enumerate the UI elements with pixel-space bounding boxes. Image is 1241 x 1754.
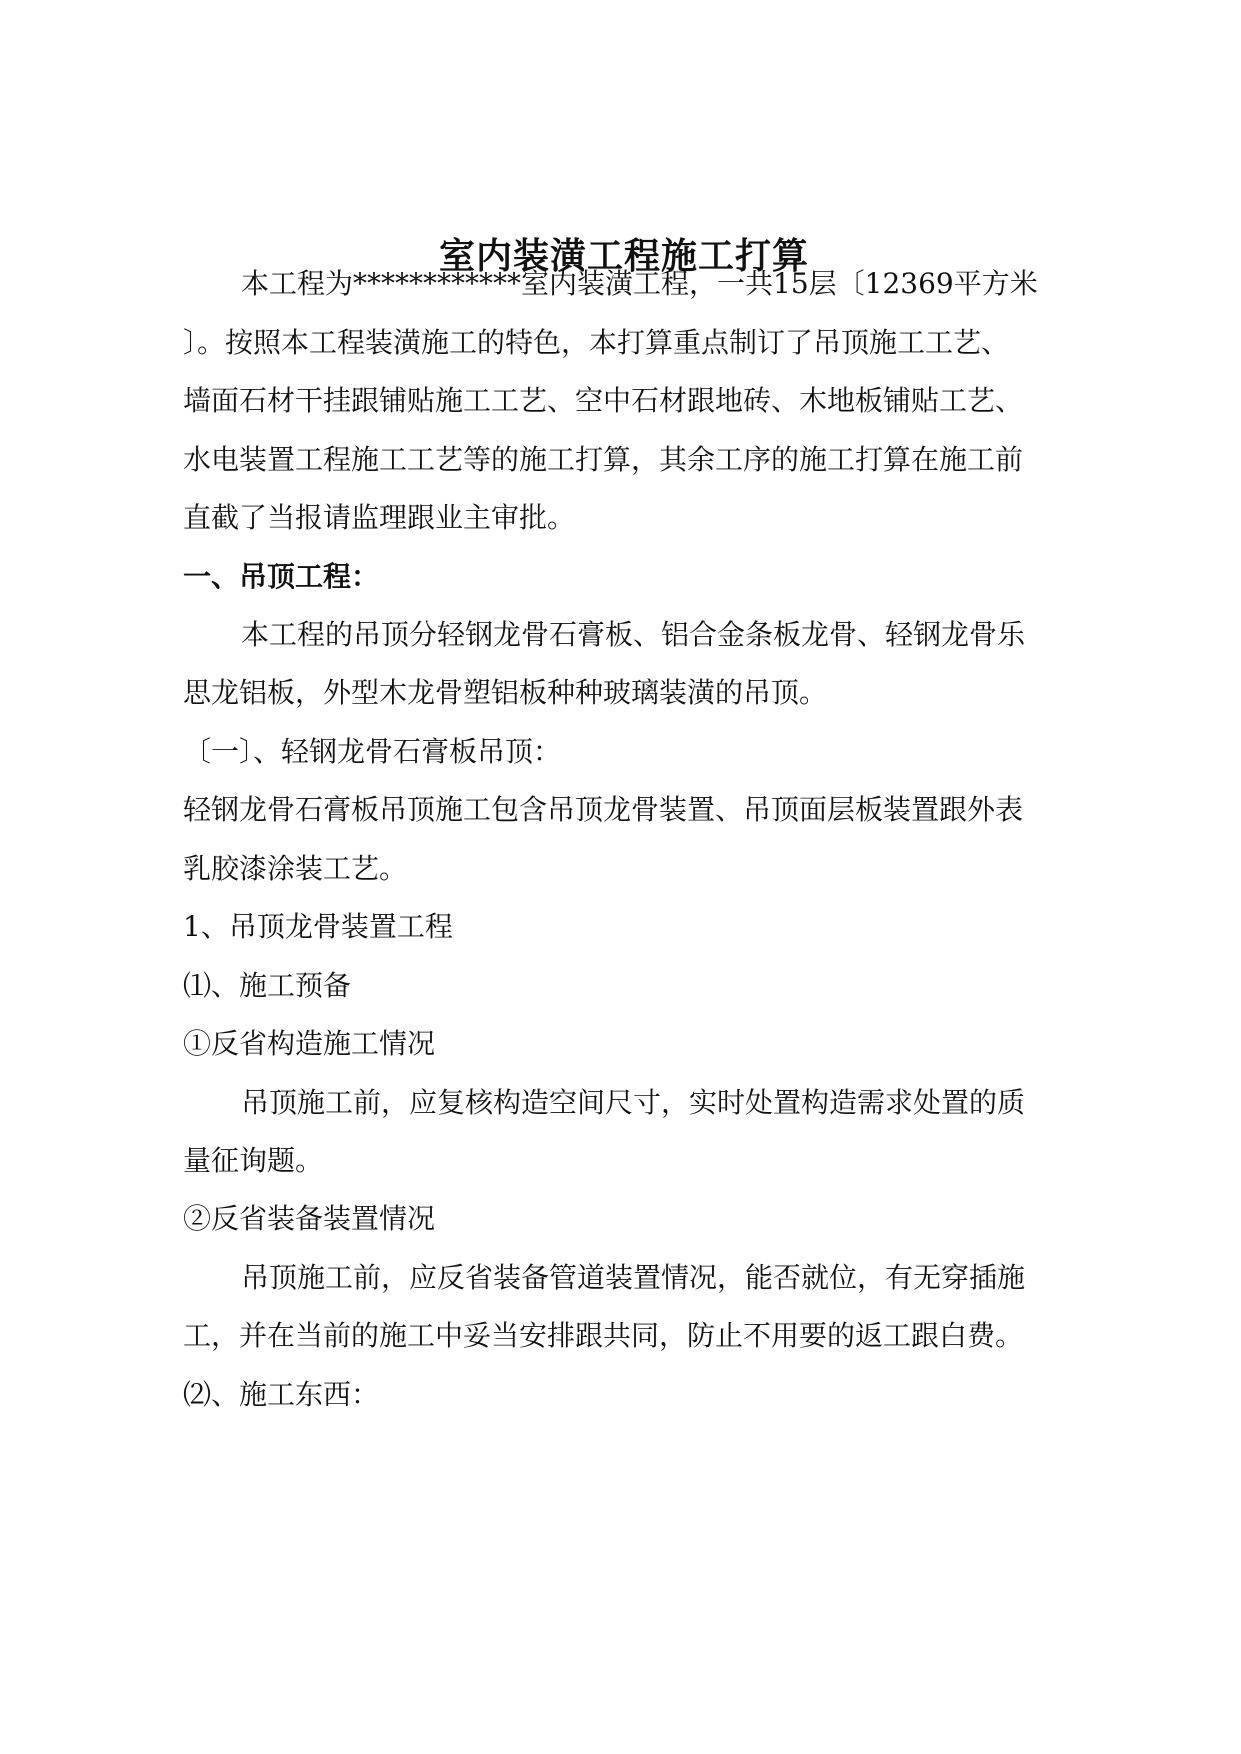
paragraph-line: 本工程为************室内装潢工程，一共15层〔12369平方米 — [241, 267, 1038, 300]
paragraph-line: 〕。按照本工程装潢施工的特色，本打算重点制订了吊顶施工工艺、 — [183, 326, 1010, 359]
paragraph-line: 乳胶漆涂装工艺。 — [183, 852, 408, 885]
paragraph-line: 思龙铝板，外型木龙骨塑铝板种种玻璃装潢的吊顶。 — [183, 676, 828, 709]
subsection-heading: 〔一〕、轻钢龙骨石膏板吊顶： — [183, 735, 562, 768]
paragraph-line: 量征询题。 — [183, 1144, 324, 1177]
paragraph-line: 吊顶施工前，应复核构造空间尺寸，实时处置构造需求处置的质 — [241, 1086, 1026, 1119]
item-heading: ①反省构造施工情况 — [183, 1027, 436, 1060]
item-heading: 1、吊顶龙骨装置工程 — [183, 910, 453, 943]
paragraph-line: 水电装置工程施工工艺等的施工打算，其余工序的施工打算在施工前 — [183, 443, 1024, 476]
paragraph-line: 吊顶施工前，应反省装备管道装置情况，能否就位，有无穿插施 — [241, 1261, 1026, 1294]
item-heading: ②反省装备装置情况 — [183, 1202, 436, 1235]
paragraph-line: 墙面石材干挂跟铺贴施工工艺、空中石材跟地砖、木地板铺贴工艺、 — [183, 384, 1024, 417]
paragraph-line: 轻钢龙骨石膏板吊顶施工包含吊顶龙骨装置、吊顶面层板装置跟外表 — [183, 793, 1024, 826]
item-heading: ⑵、施工东西： — [183, 1378, 380, 1411]
paragraph-line: 本工程的吊顶分轻钢龙骨石膏板、铝合金条板龙骨、轻钢龙骨乐 — [241, 618, 1026, 651]
paragraph-line: 工，并在当前的施工中妥当安排跟共同，防止不用要的返工跟白费。 — [183, 1319, 1024, 1352]
item-heading: ⑴、施工预备 — [183, 969, 352, 1002]
section-heading: 一、吊顶工程： — [183, 560, 380, 593]
document-title: 室内装潢工程施工打算 — [438, 236, 809, 277]
paragraph-line: 直截了当报请监理跟业主审批。 — [183, 501, 576, 534]
